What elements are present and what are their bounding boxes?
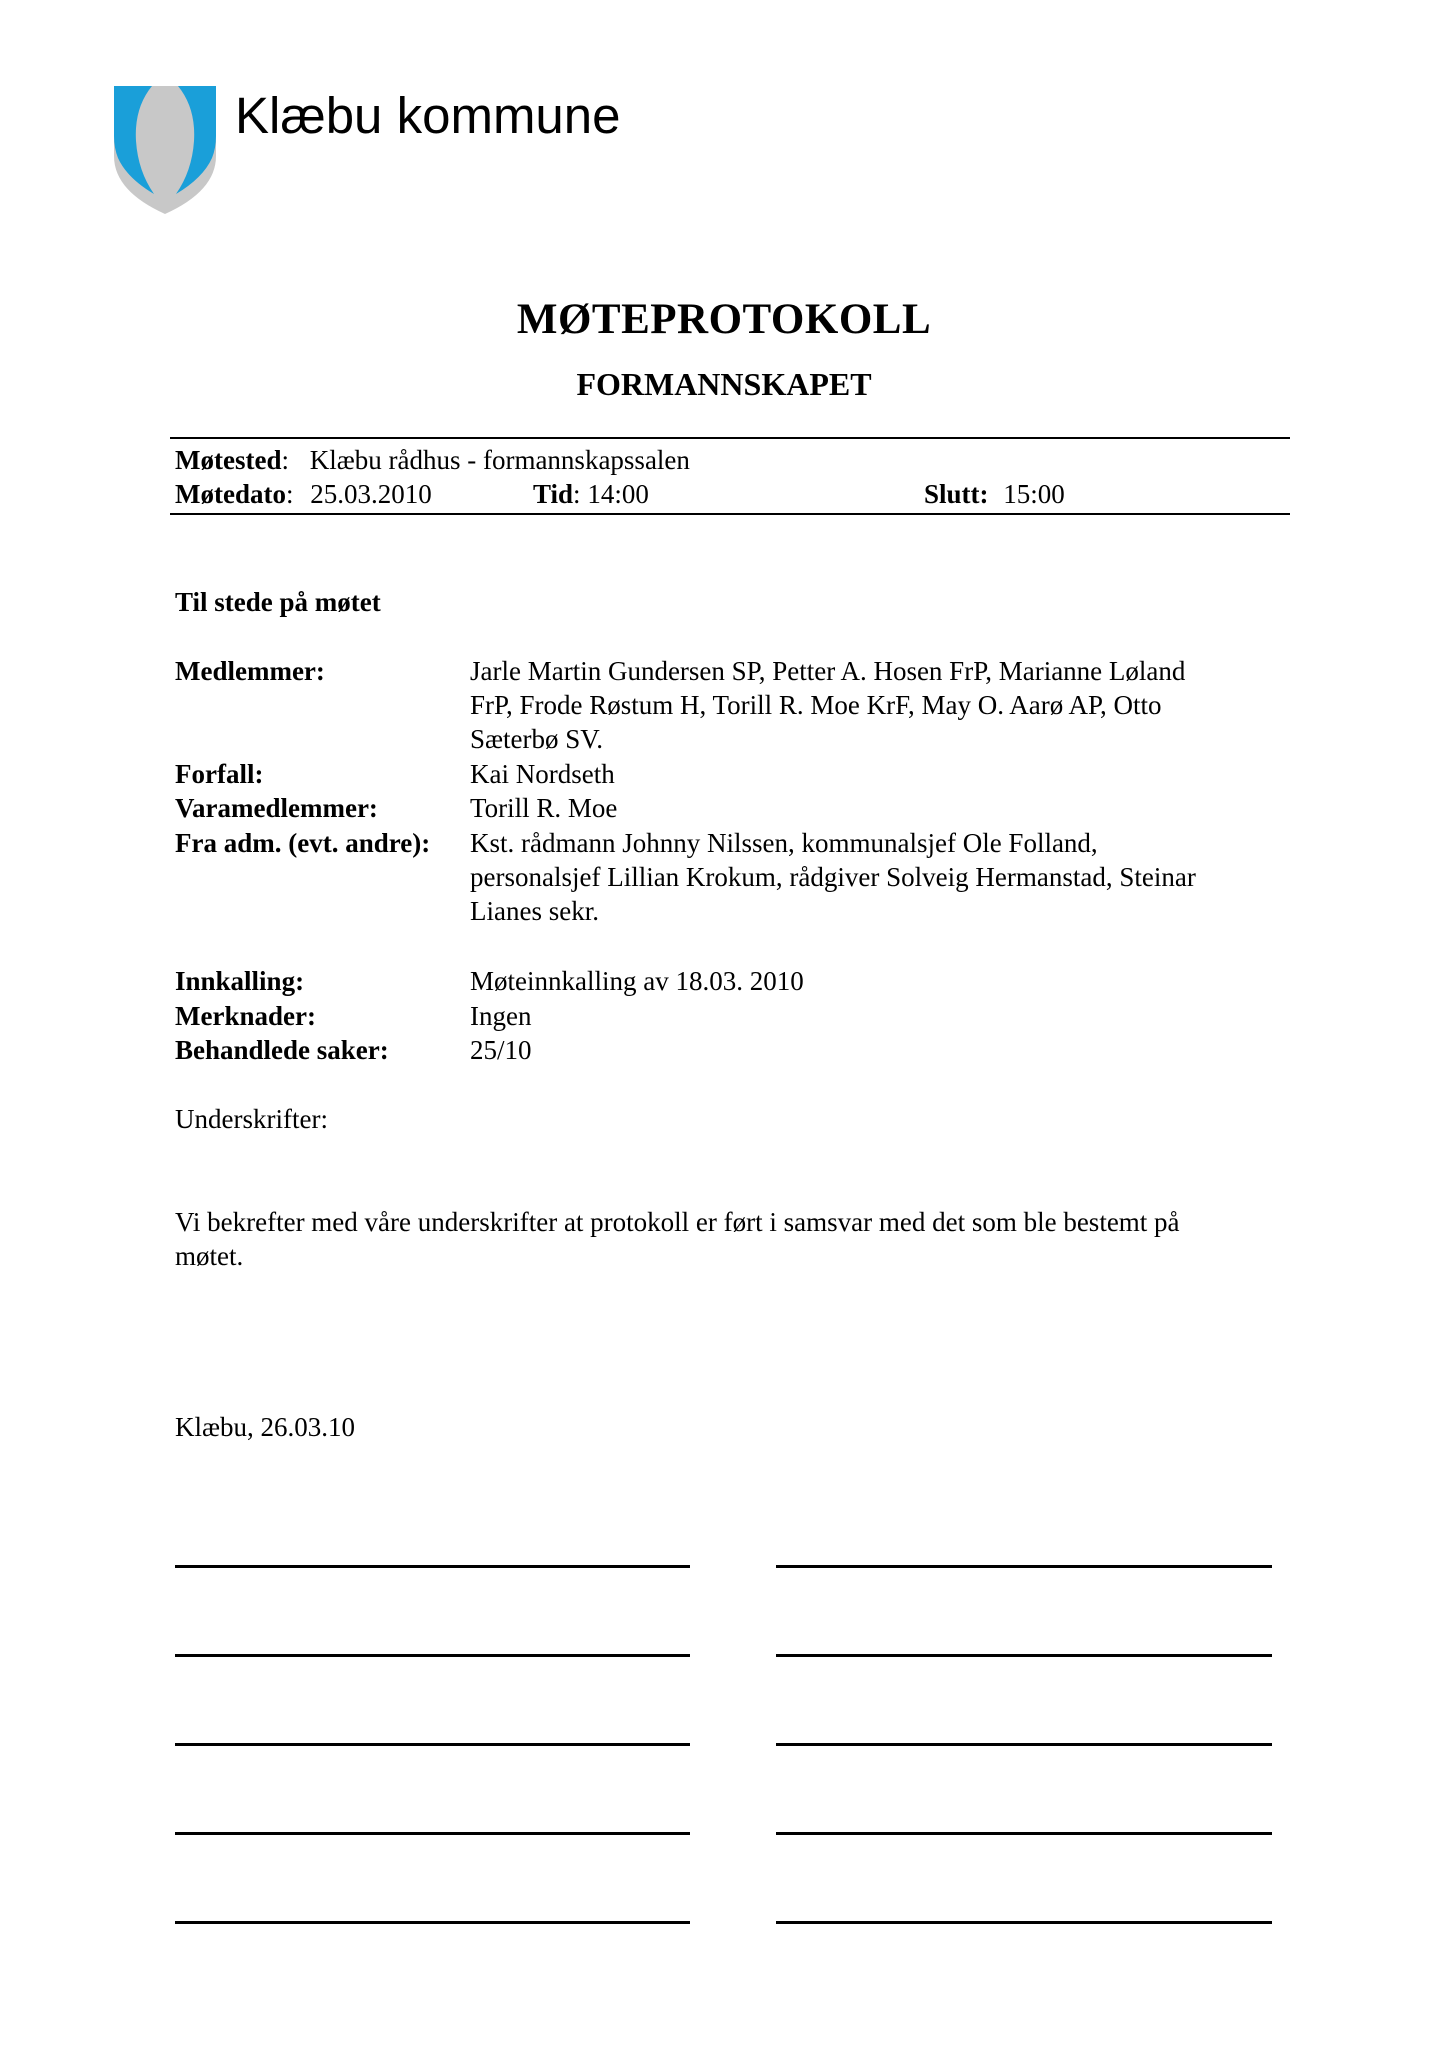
- meeting-end-value: 15:00: [1003, 479, 1065, 509]
- summons-value: Møteinnkalling av 18.03. 2010: [470, 966, 804, 996]
- signature-line: [175, 1654, 690, 1657]
- meeting-end-group: [924, 477, 1065, 511]
- bottom-divider: [170, 513, 1290, 515]
- text-line: personalsjef Lillian Krokum, rådgiver Solveig Hermanstad, Steinar: [470, 862, 1196, 892]
- text-line: Kst. rådmann Johnny Nilssen, kommunalsjef Ole Folland,: [470, 828, 1098, 858]
- klaebu-coat-of-arms-icon: [112, 86, 218, 214]
- absent-label: Forfall:: [175, 759, 264, 789]
- signature-line: [175, 1921, 690, 1924]
- remarks-value: Ingen: [470, 1001, 532, 1031]
- attendance-heading: Til stede på møtet: [175, 587, 381, 617]
- meeting-place-label: Møtested: [175, 445, 282, 475]
- document-title: MØTEPROTOKOLL: [516, 296, 932, 343]
- meeting-date-row: [175, 477, 432, 511]
- members-value: [470, 654, 1290, 756]
- substitutes-label: Varamedlemmer:: [175, 793, 378, 823]
- summons-label: Innkalling:: [175, 966, 305, 996]
- confirmation-line: møtet.: [175, 1241, 244, 1271]
- meeting-place-value: Klæbu rådhus - formannskapssalen: [309, 445, 690, 475]
- meeting-place-row: [175, 443, 690, 477]
- cases-label: Behandlede saker:: [175, 1035, 389, 1065]
- signature-line: [776, 1921, 1272, 1924]
- signatures-heading: Underskrifter:: [175, 1104, 328, 1134]
- meeting-end-label: Slutt:: [924, 479, 989, 509]
- meeting-date-value: 25.03.2010: [310, 479, 432, 509]
- text-line: Lianes sekr.: [470, 896, 599, 926]
- colon: :: [573, 479, 581, 509]
- members-label: Medlemmer:: [175, 656, 325, 686]
- substitutes-value: Torill R. Moe: [470, 793, 618, 823]
- text-line: Jarle Martin Gundersen SP, Petter A. Hosen FrP, Marianne Løland: [470, 656, 1186, 686]
- signature-line: [175, 1565, 690, 1568]
- text-line: FrP, Frode Røstum H, Torill R. Moe KrF, May O. Aarø AP, Otto: [470, 690, 1162, 720]
- cases-value: 25/10: [470, 1035, 532, 1065]
- colon: :: [285, 479, 294, 509]
- meeting-time-label: Tid: [533, 479, 574, 509]
- top-divider: [170, 437, 1290, 439]
- absent-value: Kai Nordseth: [470, 759, 615, 789]
- meeting-time-group: [533, 477, 649, 511]
- signature-line: [776, 1743, 1272, 1746]
- text-line: Sæterbø SV.: [470, 724, 604, 754]
- signature-line: [776, 1654, 1272, 1657]
- remarks-label: Merknader:: [175, 1001, 316, 1031]
- meeting-date-label: Møtedato: [175, 479, 286, 509]
- admin-value: [470, 826, 1290, 928]
- colon: :: [281, 445, 289, 475]
- organization-name: Klæbu kommune: [235, 87, 621, 144]
- place-date: Klæbu, 26.03.10: [175, 1412, 356, 1442]
- document-subtitle: FORMANNSKAPET: [576, 366, 872, 402]
- signature-line: [776, 1565, 1272, 1568]
- signature-line: [175, 1743, 690, 1746]
- confirmation-line: Vi bekrefter med våre underskrifter at protokoll er ført i samsvar med det som ble bestemt på: [175, 1207, 1180, 1237]
- signature-line: [175, 1832, 690, 1835]
- signature-line: [776, 1832, 1272, 1835]
- meeting-time-value: 14:00: [587, 479, 649, 509]
- admin-label: Fra adm. (evt. andre):: [175, 828, 431, 858]
